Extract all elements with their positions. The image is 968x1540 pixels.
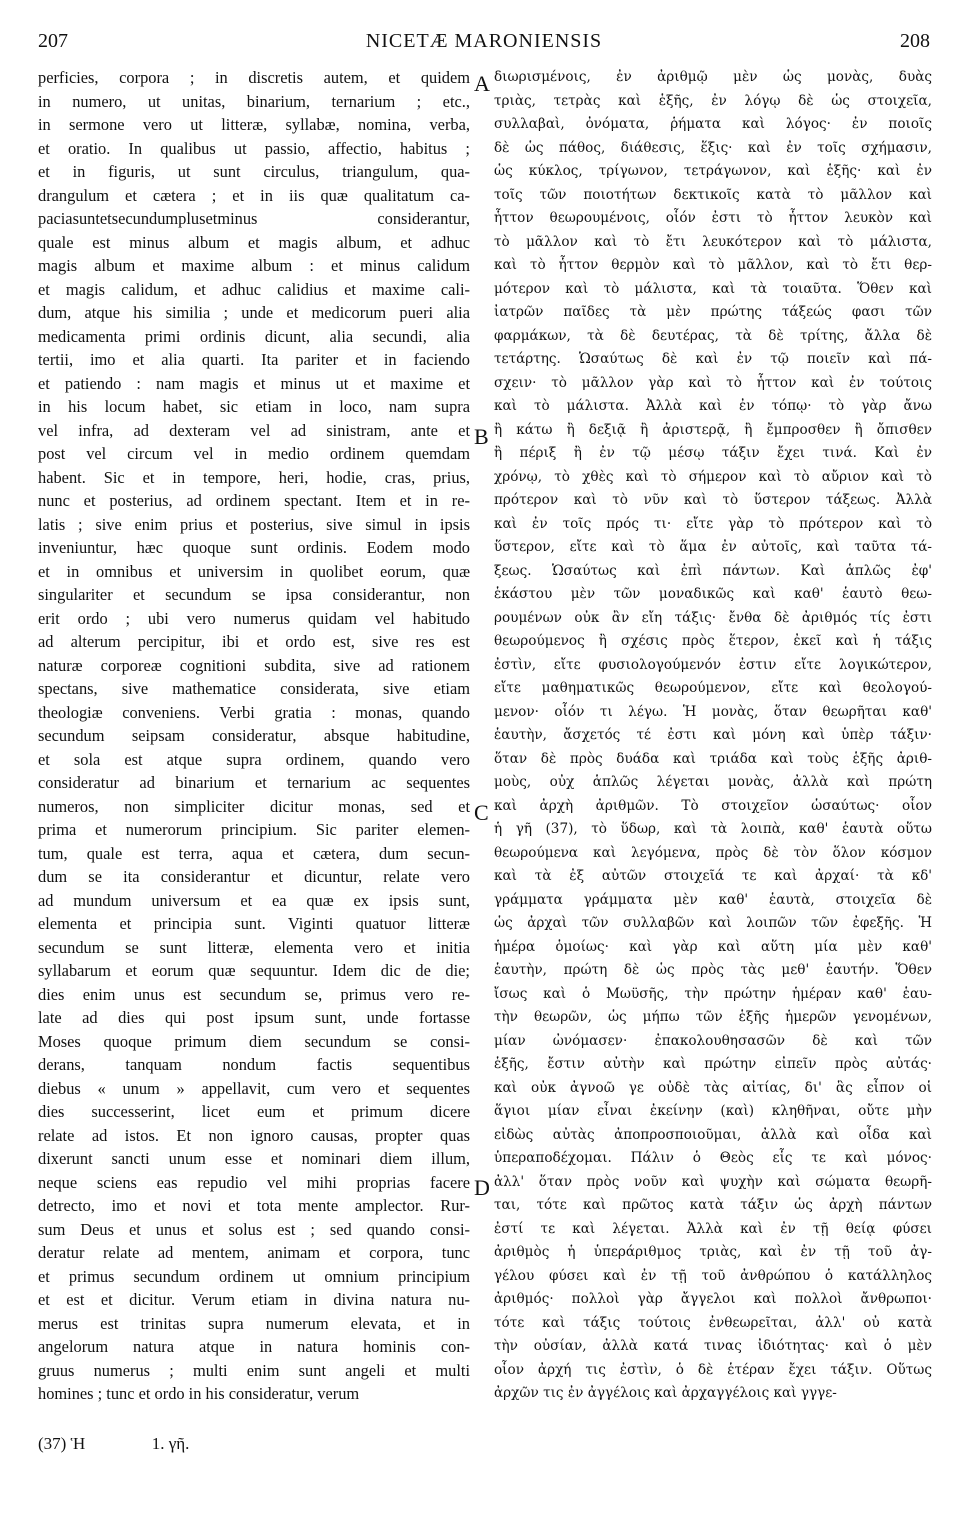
greek-text-line: θεωρούμενος ἢ σχέσις πρὸς ἕτερον, ἐκεῖ καὶ ἡ τάξις bbox=[494, 633, 932, 649]
latin-text-line: dies enim unus est secundum se, primus vero re- bbox=[38, 984, 470, 1004]
greek-text-line: διωρισμένοις, ἐν ἀριθμῷ μὲν ὡς μονὰς, δυὰς bbox=[494, 69, 932, 85]
greek-text-line: ἢ κάτω ἢ δεξιᾷ ἢ ἀριστερᾷ, ἢ ἔμπροσθεν ἢ ὄπισθεν bbox=[494, 421, 932, 438]
latin-text-line: merus est trinitas supra numerum elevata, et in bbox=[38, 1313, 470, 1333]
latin-text-line: et oratio. In qualibus ut passio, affectio, habitus ; bbox=[38, 138, 470, 158]
latin-text-line: in his locum habet, sic etiam in loco, nam supra bbox=[38, 397, 470, 416]
greek-text-line: θεωρούμενα καὶ λεγόμενα, πρὸς δὲ τὸν ὅλον κόσμον bbox=[494, 844, 932, 861]
greek-text-line: μενον· οἷόν τι λέγω. Ἡ μονὰς, ὅταν θεωρῆται καθ' bbox=[494, 703, 932, 720]
greek-text-line: ἡμέρα ὁμοίως· καὶ γὰρ καὶ αὕτη μία μὲν καθ' bbox=[494, 938, 932, 955]
greek-text-line: ἑαυτὴν, ἄσχετός τέ ἐστι καὶ μόνη καὶ ὑπὲρ τάξιν· bbox=[494, 727, 932, 743]
latin-text-line: prima et numerorum principium. Sic pariter elemen- bbox=[38, 820, 470, 839]
greek-text-line: ὕστερον, εἴτε καὶ τὸ ἅμα ἐν αὐτοῖς, καὶ ταῦτα τά- bbox=[494, 539, 932, 555]
greek-text-line: γέλου φύσει καὶ ἐν τῇ τοῦ ἀνθρώπου ὁ κατάλληλος bbox=[494, 1267, 932, 1284]
latin-text-line: relate ad istos. Et non ignoro causas, propter quas bbox=[38, 1125, 470, 1145]
latin-text-line: et primus secundum ordinem ut omnium principium bbox=[38, 1266, 470, 1286]
latin-text-line: in sermone vero ut litteræ, syllabæ, nomina, verba, bbox=[38, 115, 470, 134]
latin-text-line: magis album et maxime album : et minus calidum bbox=[38, 256, 470, 275]
latin-text-line: et magis calidum, et adhuc calidius et maxime cali- bbox=[38, 279, 470, 299]
greek-text-line: ὅταν δὲ πρὸς δυάδα καὶ τριάδα καὶ τοὺς ἑξῆς ἀριθ- bbox=[494, 750, 932, 767]
latin-text-line: gruus numerus ; multi enim sunt angeli et multi bbox=[38, 1360, 470, 1380]
greek-text-line: φαρμάκων, τὰ δὲ δευτέρας, τὰ δὲ τρίτης, ἄλλα δὲ bbox=[494, 327, 932, 344]
latin-text-line: consideratur ad binarium et ternarium ac sequentes bbox=[38, 773, 470, 792]
greek-text-line: εἴτε μαθηματικῶς θεωρούμενον, εἴτε καὶ θεολογού- bbox=[494, 680, 932, 696]
latin-text-line: Moses quoque primum diem secundum se consi- bbox=[38, 1031, 470, 1051]
greek-text-line: ἐστί τε καὶ λέγεται. Ἀλλὰ καὶ ἐν τῇ θείᾳ φύσει bbox=[494, 1220, 932, 1237]
latin-text-line: sum Deus et unus et solus est ; sed quando consi- bbox=[38, 1219, 470, 1239]
footnote-reference: (37) Ἡ bbox=[38, 1434, 86, 1453]
greek-text-line: οἷον ἀρχή τις ἐστὶν, ὁ δὲ ἑτέραν ἔχει τάξιν. Οὕτως bbox=[494, 1361, 932, 1378]
greek-text-line: τετάρτης. Ὡσαύτως δὲ καὶ ἐν τῷ ποιεῖν καὶ πά- bbox=[494, 351, 932, 367]
greek-text-line: ἡ γῆ (37), τὸ ὕδωρ, καὶ τὰ λοιπὰ, καθ' ἑαυτὰ οὕτω bbox=[494, 821, 932, 837]
greek-column bbox=[494, 66, 932, 1406]
latin-text-line: elementa et principia sunt. Viginti quatuor litteræ bbox=[38, 914, 470, 933]
latin-text-line: habent. Sic et in tempore, heri, hodie, cras, prius, bbox=[38, 467, 470, 487]
latin-text-line: secundum se sunt litteræ, elementa vero et initia bbox=[38, 937, 470, 957]
greek-text-line: μοὺς, οὐχ ἁπλῶς λέγεται μονὰς, ἀλλὰ καὶ πρώτη bbox=[494, 774, 932, 790]
latin-text-line: vel infra, ad dexteram vel ad sinistram, ante et bbox=[38, 420, 470, 440]
greek-text-line: ἀλλ' ὅταν πρὸς νοῦν καὶ ψυχὴν καὶ σώματα θεωρῆ- bbox=[494, 1173, 932, 1190]
greek-text-line: μίαν ὠνόμασεν· ἐπακολουθησασῶν δὲ καὶ τῶν bbox=[494, 1032, 932, 1049]
latin-text-line: et est et dicitur. Verum etiam in divina natura nu- bbox=[38, 1290, 470, 1309]
latin-text-line: tertii, imo et alia quarti. Ita pariter et in faciendo bbox=[38, 350, 470, 369]
footnote bbox=[38, 1434, 189, 1454]
greek-text-line: τὸ μᾶλλον καὶ τὸ ἔτι λευκότερον καὶ τὸ μάλιστα, bbox=[494, 233, 932, 250]
latin-text-line: dum, atque his similia ; unde et medicorum pueri alia bbox=[38, 303, 470, 322]
greek-text-line: ἀρχῶν τις ἐν ἀγγέλοις καὶ ἀρχαγγέλοις καὶ γγγε- bbox=[494, 1385, 837, 1401]
greek-text-line: τὴν οὐσίαν, ἀλλὰ κατά τινας ἰδιότητας· καὶ ὁ μὲν bbox=[494, 1338, 932, 1354]
greek-text-line: πρότερον καὶ τὸ νῦν καὶ τὸ ὕστερον τάξεως. Ἀλλὰ bbox=[494, 492, 932, 508]
running-title: NICETÆ MARONIENSIS bbox=[365, 30, 603, 52]
running-header bbox=[38, 30, 930, 58]
latin-text-line: et in figuris, ut sunt circulus, triangulum, qua- bbox=[38, 162, 470, 181]
latin-text-line: et patiendo : nam magis et minus ut et maxime et bbox=[38, 373, 470, 393]
latin-text-line: angelorum natura atque in natura hominis con- bbox=[38, 1337, 470, 1356]
greek-text-line: καὶ οὐκ ἀγνοῶ γε οὐδὲ τὰς αἰτίας, δι' ἃς εἶπον οἱ bbox=[494, 1079, 932, 1096]
latin-text-line: erit ordo ; ubi vero numerus quidam vel habitudo bbox=[38, 608, 470, 628]
latin-text-line: detrecto, imo et novi et tota mente amplector. Rur- bbox=[38, 1196, 470, 1215]
latin-text-line: post vel circum vel in medio ordinem quemdam bbox=[38, 444, 470, 463]
greek-text-line: εἰδὼς αὐτὰς ἀποπροσποιοῦμαι, ἀλλὰ καὶ οἶδα καὶ bbox=[494, 1126, 932, 1143]
greek-text-line: ἀριθμός· πολλοὶ γὰρ ἄγγελοι καὶ πολλοὶ ἄνθρωποι· bbox=[494, 1291, 932, 1307]
greek-text-line: ξεως. Ὡσαύτως καὶ ἐπὶ πάντων. Καὶ ἁπλῶς ἐφ' bbox=[494, 562, 932, 579]
greek-text-line: ἧττον θεωρουμένοις, οἷόν ἐστι τὸ ἧττον λευκὸν καὶ bbox=[494, 210, 932, 226]
latin-text-line: dies successerint, licet eum et primum dicere bbox=[38, 1102, 470, 1121]
latin-text-line: quale est minus album et magis album, et adhuc bbox=[38, 232, 470, 252]
latin-text-line: spectans, sive mathematice considerata, sive etiam bbox=[38, 679, 470, 698]
greek-text-line: ἀριθμὸς ἡ ὑπεράριθμος τριὰς, καὶ ἐν τῇ τοῦ ἀγ- bbox=[494, 1244, 932, 1260]
greek-text-line: ὑπεραποδέχομαι. Πάλιν ὁ Θεὸς εἷς τε καὶ μόνος· bbox=[494, 1150, 932, 1166]
latin-text-line: latis ; sive enim prius et posterius, sive simul in ipsis bbox=[38, 514, 470, 534]
greek-text-line: ὡς ἀρχαὶ τῶν συλλαβῶν καὶ λοιπῶν τῶν ἐφεξῆς. Ἡ bbox=[494, 915, 932, 931]
latin-text-line: inveniuntur, hæc quoque sunt ordinis. Eodem modo bbox=[38, 538, 470, 557]
greek-text-line: καὶ τὸ μάλιστα. Ἀλλὰ καὶ ἐν τόπῳ· τὸ γὰρ ἄνω bbox=[494, 398, 932, 414]
greek-text-line: ἢ πέριξ ἢ ἐν τῷ μέσῳ τάξιν ἔχει τινά. Καὶ ἐν bbox=[494, 445, 932, 461]
latin-text-line: ad alterum percipitur, ibi et ordo est, sive res est bbox=[38, 632, 470, 651]
greek-text-line: τριὰς, τετρὰς καὶ ἑξῆς, ἐν λόγῳ δὲ ὡς στοιχεῖα, bbox=[494, 92, 932, 109]
latin-text-line: deratur relate ad mentem, animam et corpora, tunc bbox=[38, 1243, 470, 1262]
footnote-correction: 1. γῆ. bbox=[151, 1434, 190, 1453]
latin-text-line: paciasuntetsecundumplusetminus considerantur, bbox=[38, 209, 470, 228]
greek-text-line: ἰατρῶν παῖδες τὰ μὲν πρώτης τάξεώς φασι τῶν bbox=[494, 304, 932, 320]
latin-text-line: diebus « unum » appellavit, cum vero et sequentes bbox=[38, 1078, 470, 1098]
latin-text-line: dum se ita considerantur et dicuntur, relate vero bbox=[38, 867, 470, 886]
latin-text-line: late ad dies qui post ipsum sunt, unde fortasse bbox=[38, 1008, 470, 1027]
latin-text-line: singulariter et secundum se ipsa considerantur, non bbox=[38, 585, 470, 604]
latin-text-line: dixerunt sancti unum esse et nominari diem illum, bbox=[38, 1149, 470, 1168]
latin-text-line: homines ; tunc et ordo in his consideratur, verum bbox=[38, 1384, 360, 1403]
greek-text-line: ἑξῆς, ἔστιν αὐτὴν καὶ πρώτην εἰπεῖν πρὸς αὐτάς· bbox=[494, 1056, 932, 1072]
greek-text-line: χρόνῳ, τὸ χθὲς καὶ τὸ σήμερον καὶ τὸ αὔριον καὶ τὸ bbox=[494, 468, 932, 485]
page-number-right: 208 bbox=[900, 30, 930, 52]
latin-text-line: nunc et posterius, ad ordinem spectant. Item et in re- bbox=[38, 491, 470, 510]
greek-text-line: καὶ τὸ ἧττον θερμὸν καὶ τὸ μᾶλλον, καὶ τὸ ἔτι θερ- bbox=[494, 257, 932, 273]
greek-text-line: ὡς κύκλος, τρίγωνον, τετράγωνον, καὶ ἑξῆς· καὶ ἐν bbox=[494, 163, 932, 179]
greek-text-line: μότερον καὶ τὸ μάλιστα, καὶ τὰ τοιαῦτα. Ὅθεν καὶ bbox=[494, 280, 932, 297]
greek-text-line: ται, τότε καὶ πρῶτος κατὰ τάξιν ὡς ἀρχὴ πάντων bbox=[494, 1197, 932, 1213]
greek-text-line: τότε καὶ τάξις τούτοις ἐνθεωρεῖται, ἀλλ' οὐ κατὰ bbox=[494, 1314, 932, 1331]
latin-text-line: theologiæ conveniens. Verbi gratia : monas, quando bbox=[38, 702, 470, 722]
latin-text-line: secundum seipsam consideratur, absque habitudine, bbox=[38, 726, 470, 745]
greek-text-line: σχειν· τὸ μᾶλλον γὰρ καὶ τὸ ἧττον καὶ ἐν τούτοις bbox=[494, 374, 932, 391]
greek-text-line: ἴσως καὶ ὁ Μωϋσῆς, τὴν πρώτην ἡμέραν καθ' ἑαυ- bbox=[494, 985, 932, 1002]
greek-text-line: ἑαυτὴν, πρώτη δὲ ὡς πρὸς τὰς μεθ' ἑαυτήν. Ὅθεν bbox=[494, 962, 932, 978]
latin-text-line: tum, quale est terra, aqua et cætera, dum secun- bbox=[38, 843, 470, 863]
latin-text-line: drangulum et cætera ; et in iis quæ qualitatum ca- bbox=[38, 185, 470, 205]
section-marker-a: A bbox=[474, 71, 490, 96]
greek-text-line: καὶ ἐν τοῖς πρός τι· εἴτε γὰρ τὸ πρότερον καὶ τὸ bbox=[494, 515, 932, 532]
section-marker-b: B bbox=[474, 424, 489, 449]
greek-text-line: ἅγιοι μίαν εἶναι ἐκείνην (καὶ) κληθῆναι, οὔτε μὴν bbox=[494, 1103, 932, 1119]
greek-text-line: τοῖς τῶν ποιοτήτων δεκτικοῖς κατὰ τὸ μᾶλλον καὶ bbox=[494, 186, 932, 203]
greek-text-line: δὲ ὡς πάθος, διάθεσις, ἕξις· καὶ ἐν τοῖς σχήμασιν, bbox=[494, 139, 932, 156]
latin-text-line: numeros, non simpliciter dicitur monas, sed et bbox=[38, 796, 470, 816]
greek-text-line: ρουμένων οὐκ ἂν εἴη τάξις· ἔνθα δὲ ἀριθμός τίς ἐστι bbox=[494, 609, 932, 626]
greek-text-line: ἐστὶν, εἴτε φυσιολογούμενόν ἐστιν εἴτε λογικώτερον, bbox=[494, 656, 932, 673]
latin-text-line: in numero, ut unitas, binarium, ternarium ; etc., bbox=[38, 91, 470, 111]
latin-text-line: medicamenta primi ordinis dicunt, alia secundi, alia bbox=[38, 326, 470, 346]
latin-text-line: neque sciens eas repudio vel mihi proprias facere bbox=[38, 1172, 470, 1192]
page-number-left: 207 bbox=[38, 30, 68, 52]
latin-text-line: et in omnibus et universim in quolibet eorum, quæ bbox=[38, 561, 470, 581]
latin-text-line: naturæ corporeæ cognitioni subdita, sive ad rationem bbox=[38, 655, 470, 675]
latin-text-line: et sola est atque supra ordinem, quando vero bbox=[38, 749, 470, 769]
section-marker-c: C bbox=[474, 800, 489, 825]
greek-text-line: ἑκάστου μὲν τῶν μοναδικῶς καὶ καθ' ἑαυτὸ θεω- bbox=[494, 586, 932, 602]
greek-text-line: συλλαβαὶ, ὀνόματα, ῥήματα καὶ λόγος· ἐν ποιοῖς bbox=[494, 116, 932, 132]
greek-text-line: τὴν θεωρῶν, ὡς μήπω τῶν ἑξῆς ἡμερῶν γενομένων, bbox=[494, 1009, 932, 1025]
latin-text-line: perficies, corpora ; in discretis autem, et quidem bbox=[38, 68, 470, 87]
latin-text-line: ad mundum universum et ea quæ ex ipsis sunt, bbox=[38, 890, 470, 910]
latin-column bbox=[38, 66, 470, 1406]
latin-text-line: syllabarum et eorum quæ sequuntur. Idem dic de die; bbox=[38, 961, 470, 980]
greek-text-line: καὶ τὰ ἐξ αὐτῶν στοιχεῖά τε καὶ ἀρχαί· τὰ κδ' bbox=[494, 868, 932, 884]
greek-text-line: γράμματα γράμματα μὲν καθ' ἑαυτὰ, στοιχεῖα δὲ bbox=[494, 891, 932, 908]
latin-text-line: derans, tanquam nondum factis sequentibus bbox=[38, 1055, 470, 1074]
section-marker-d: D bbox=[474, 1175, 490, 1200]
greek-text-line: καὶ ἀρχὴ ἀριθμῶν. Τὸ στοιχεῖον ὡσαύτως· οἷον bbox=[494, 797, 932, 814]
